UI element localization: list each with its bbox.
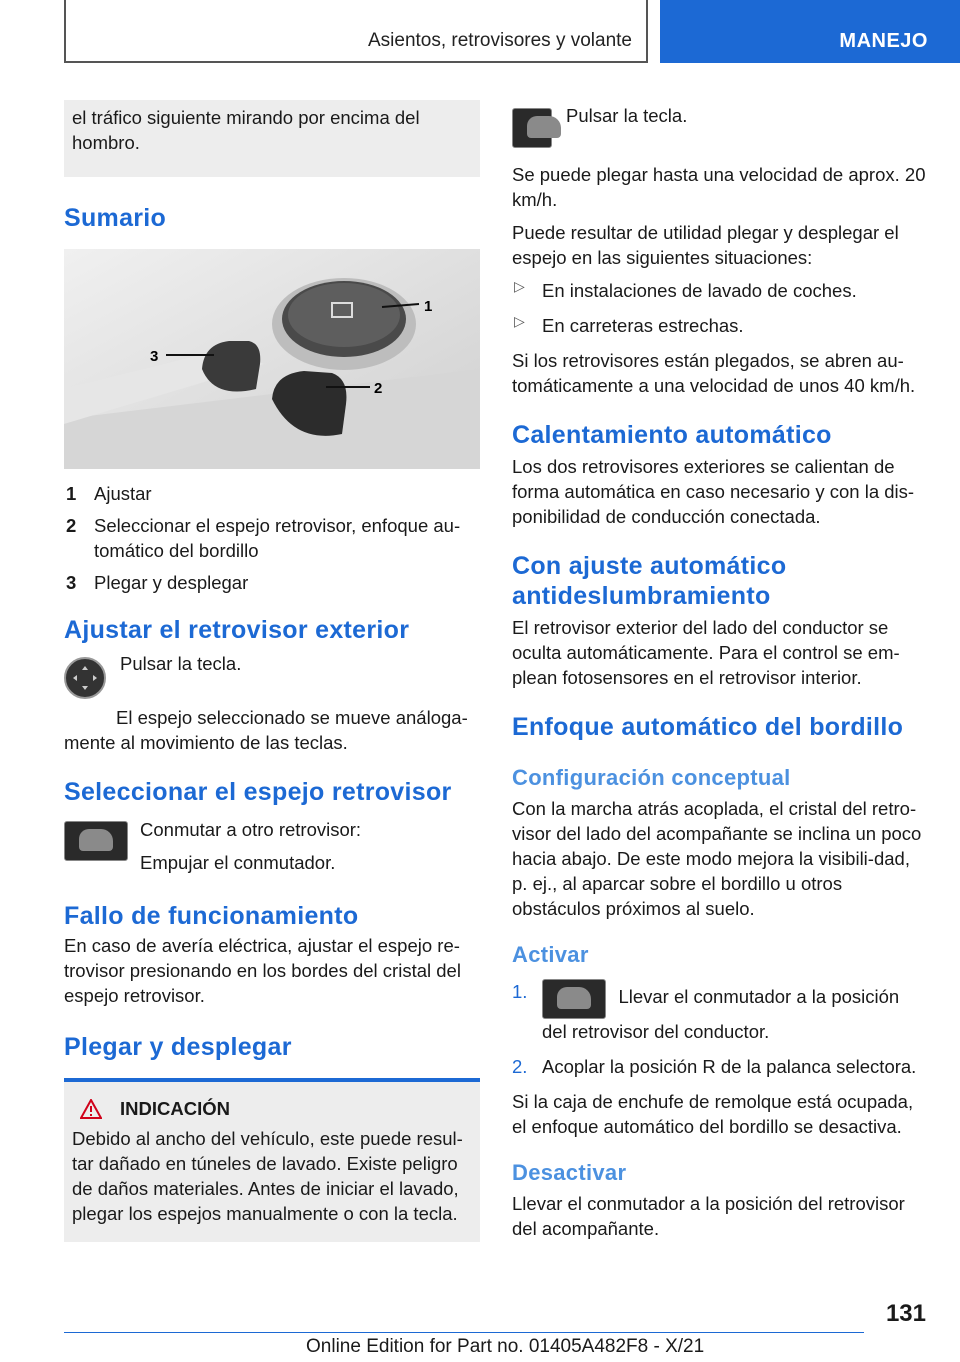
callout-1: 1 bbox=[424, 298, 433, 315]
triangle-bullet-icon: ▷ bbox=[514, 313, 525, 329]
ajustar-row bbox=[64, 651, 480, 699]
mirror-controls-illustration bbox=[64, 249, 480, 469]
fold-speed-text: Se puede plegar hasta una velocidad de aprox. 20 km/h. bbox=[512, 164, 926, 210]
header-section-title: Asientos, retrovisores y volante bbox=[367, 30, 632, 51]
page-number: 131 bbox=[885, 1300, 926, 1327]
header-section-box bbox=[64, 0, 648, 63]
heading-desactivar: Desactivar bbox=[512, 1160, 627, 1185]
antideslumbramiento-text: El retrovisor exterior del lado del conductor se oculta automáticamente. Para el control se em‐plean fotosensores en el retrovisor interior. bbox=[512, 617, 900, 688]
heading-sumario: Sumario bbox=[64, 204, 167, 232]
warning-text: Debido al ancho del vehículo, este puede resul‐tar dañado en túneles de lavado. Existe peligro de daños materiales. Antes de iniciar el lavado, plegar los espejos manualmente o con la tecla. bbox=[72, 1128, 463, 1224]
mirror-switch-icon bbox=[64, 821, 128, 861]
list-item: 1. Llevar el conmutador a la posición del retrovisor del conductor. bbox=[512, 981, 900, 1042]
right-column bbox=[512, 100, 928, 1241]
warning-title: INDICACIÓN bbox=[120, 1098, 230, 1119]
fold-press-text: Pulsar la tecla. bbox=[566, 105, 688, 126]
triangle-bullet-icon: ▷ bbox=[514, 278, 525, 294]
activar-list bbox=[512, 979, 928, 1079]
heading-seleccionar: Seleccionar el espejo retrovisor bbox=[64, 778, 452, 806]
heading-activar: Activar bbox=[512, 942, 589, 967]
list-item: 2. Acoplar la posición R de la palanca selectora. bbox=[512, 1056, 917, 1077]
legend-item: 2 Seleccionar el espejo retrovisor, enfoque au‐tomático del bordillo bbox=[66, 515, 461, 561]
heading-plegar: Plegar y desplegar bbox=[64, 1033, 292, 1061]
mirror-fold-button-icon bbox=[512, 108, 552, 148]
desactivar-text: Llevar el conmutador a la posición del retrovisor del acompañante. bbox=[512, 1193, 905, 1239]
list-item: ▷ En carreteras estrechas. bbox=[514, 313, 744, 336]
warning-box bbox=[64, 1078, 480, 1242]
ajustar-step-1: Pulsar la tecla. bbox=[120, 653, 242, 674]
calentamiento-text: Los dos retrovisores exteriores se calientan de forma automática en caso necesario y con la dis‐ponibilidad de conducción conectada. bbox=[512, 456, 915, 527]
mirror-controls-figure bbox=[64, 249, 480, 469]
unfold-text: Si los retrovisores están plegados, se abren au‐tomáticamente a una velocidad de unos 40 km/h. bbox=[512, 350, 916, 396]
legend-item: 1 Ajustar bbox=[66, 483, 152, 504]
intro-box bbox=[64, 100, 480, 177]
header-tab-label: MANEJO bbox=[839, 30, 928, 52]
intro-text: el tráfico siguiente mirando por encima del hombro. bbox=[72, 107, 420, 153]
seleccionar-row bbox=[64, 817, 480, 875]
warning-triangle-icon bbox=[80, 1099, 102, 1119]
heading-enfoque: Enfoque automático del bordillo bbox=[512, 713, 904, 741]
footer-divider bbox=[64, 1332, 864, 1333]
sel-step-1: Conmutar a otro retrovisor: bbox=[140, 819, 362, 840]
callout-2: 2 bbox=[374, 380, 383, 397]
header-tab[interactable] bbox=[660, 0, 960, 63]
mirror-switch-icon bbox=[542, 979, 606, 1019]
fallo-text: En caso de avería eléctrica, ajustar el espejo re‐trovisor presionando en los bordes del cristal del espejo retrovisor. bbox=[64, 935, 461, 1006]
figure-legend bbox=[64, 481, 480, 595]
activar-note: Si la caja de enchufe de remolque está ocupada, el enfoque automático del bordillo se desactiva. bbox=[512, 1091, 914, 1137]
ajustar-step-2: El espejo seleccionado se mueve análoga‐mente al movimiento de las teclas. bbox=[64, 707, 468, 753]
configuracion-text: Con la marcha atrás acoplada, el cristal del retro‐visor del lado del acompañante se inclina un poco hacia abajo. De este modo mejora la visibili‐dad, p. ej., al aparcar sobre el bordillo u otros obstáculos próximos al suelo. bbox=[512, 798, 922, 919]
list-item: ▷ En instalaciones de lavado de coches. bbox=[514, 278, 857, 301]
heading-calentamiento: Calentamiento automático bbox=[512, 421, 832, 449]
heading-configuracion: Configuración conceptual bbox=[512, 765, 791, 790]
heading-antideslumbramiento: Con ajuste automático antideslumbramiento bbox=[512, 552, 787, 610]
callout-3: 3 bbox=[150, 348, 159, 365]
fold-row bbox=[512, 100, 928, 148]
fold-situations-text: Puede resultar de utilidad plegar y desplegar el espejo en las siguientes situaciones: bbox=[512, 222, 899, 268]
heading-fallo: Fallo de funcionamiento bbox=[64, 902, 359, 930]
heading-ajustar: Ajustar el retrovisor exterior bbox=[64, 616, 410, 644]
fold-situations-list bbox=[512, 278, 928, 338]
footer-edition: Online Edition for Part no. 01405A482F8 - X/21 bbox=[306, 1336, 705, 1357]
mirror-adjust-button-icon bbox=[64, 657, 106, 699]
legend-item: 3 Plegar y desplegar bbox=[66, 572, 249, 593]
sel-step-2: Empujar el conmutador. bbox=[140, 852, 336, 873]
left-column bbox=[64, 100, 480, 1242]
